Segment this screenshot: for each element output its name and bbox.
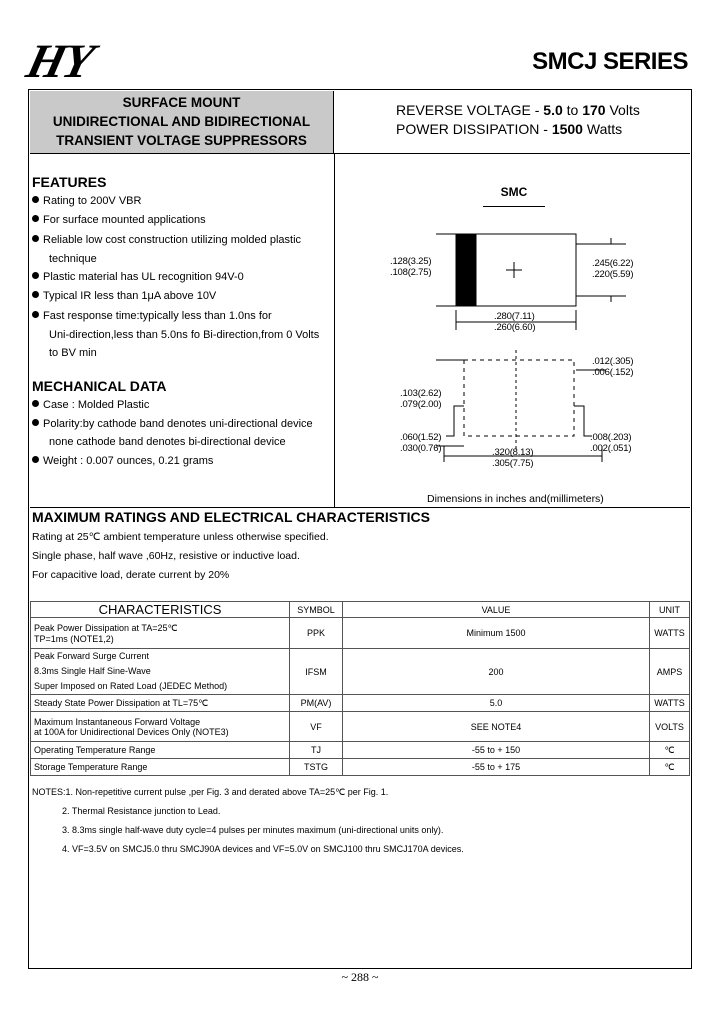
feature-item: Fast response time:typically less than 1.0ns for [32, 307, 332, 326]
cell-unit: WATTS [650, 695, 690, 712]
characteristics-table [30, 601, 690, 776]
feature-item: Rating to 200V VBR [32, 192, 332, 211]
col-header-characteristics: CHARACTERISTICS [31, 602, 290, 618]
divider-vertical [334, 153, 335, 507]
feature-item-cont: to BV min [49, 347, 97, 359]
rv-max: 170 [582, 102, 606, 118]
cell-characteristic: Operating Temperature Range [31, 742, 290, 759]
note-3: 3. 8.3ms single half-wave duty cycle=4 pulses per minutes maximum (uni-directional units only). [62, 825, 444, 835]
cell-value: -55 to + 150 [343, 742, 650, 759]
cell-symbol: TJ [290, 742, 343, 759]
cell-characteristic: Peak Forward Surge Current 8.3ms Single Half Sine-Wave Super Imposed on Rated Load (JEDEC Method) [31, 649, 290, 695]
features-title: FEATURES [32, 174, 107, 190]
power-dissipation-line [396, 120, 640, 139]
divider-ratings [30, 507, 690, 508]
company-logo: HY [21, 35, 98, 88]
dim-length-min: .260(6.60) [494, 322, 536, 333]
cell-unit: VOLTS [650, 712, 690, 742]
dim-standoff-min: .002(.051) [590, 443, 632, 454]
cell-unit: WATTS [650, 618, 690, 649]
dim-lead-min: .030(0.76) [400, 443, 442, 454]
features-list [32, 192, 332, 363]
dimensions-caption: Dimensions in inches and(millimeters) [427, 493, 604, 505]
cell-value: 5.0 [343, 695, 650, 712]
ratings-line-2: Single phase, half wave ,60Hz, resistive or inductive load. [32, 550, 300, 562]
col-header-symbol: SYMBOL [290, 602, 343, 618]
mechanical-item: Weight : 0.007 ounces, 0.21 grams [32, 452, 332, 471]
dim-thickness-max: .012(.305) [592, 356, 634, 367]
table-row [31, 649, 690, 695]
title-line-3: TRANSIENT VOLTAGE SUPPRESSORS [56, 133, 307, 148]
feature-item-cont: technique [49, 252, 97, 265]
rv-unit: Volts [605, 102, 640, 118]
mechanical-list [32, 396, 332, 470]
ratings-line-3: For capacitive load, derate current by 20% [32, 569, 230, 581]
dim-body-height-min: .079(2.00) [400, 399, 442, 410]
dim-height-min: .108(2.75) [390, 267, 432, 278]
feature-item: Reliable low cost construction utilizing molded plastic [32, 231, 332, 250]
product-title-box [30, 91, 334, 153]
note-2: 2. Thermal Resistance junction to Lead. [62, 806, 221, 816]
dim-height-max: .128(3.25) [390, 256, 432, 267]
dim-width-min: .220(5.59) [592, 269, 634, 280]
cell-symbol: VF [290, 712, 343, 742]
rv-min: 5.0 [543, 102, 563, 118]
feature-item: Plastic material has UL recognition 94V-0 [32, 268, 332, 287]
dim-width-max: .245(6.22) [592, 258, 634, 269]
dim-body-height-max: .103(2.62) [400, 388, 442, 399]
table-row [31, 618, 690, 649]
divider-header [30, 153, 690, 154]
rv-to: to [562, 102, 583, 118]
dim-total-min: .305(7.75) [492, 458, 534, 469]
page-number: ~ 288 ~ [341, 970, 379, 984]
dim-total-max: .320(8.13) [492, 447, 534, 458]
table-row [31, 742, 690, 759]
notes-block [32, 783, 464, 859]
feature-item: For surface mounted applications [32, 211, 332, 230]
cell-unit: AMPS [650, 649, 690, 695]
col-header-unit: UNIT [650, 602, 690, 618]
feature-item: Typical IR less than 1μA above 10V [32, 287, 332, 306]
spec-summary [396, 101, 640, 139]
mechanical-item-cont: none cathode band denotes bi-directional device [49, 436, 286, 448]
table-row [31, 759, 690, 776]
cell-unit: ℃ [650, 759, 690, 776]
table-header-row [31, 602, 690, 618]
title-line-2: UNIDIRECTIONAL AND BIDIRECTIONAL [52, 114, 311, 129]
col-header-value: VALUE [343, 602, 650, 618]
pd-value: 1500 [551, 121, 583, 137]
cathode-band [456, 234, 476, 306]
note-1: NOTES:1. Non-repetitive current pulse ,per Fig. 3 and derated above TA=25℃ per Fig. 1. [32, 787, 389, 797]
cell-symbol: TSTG [290, 759, 343, 776]
dim-length-max: .280(7.11) [494, 311, 535, 322]
table-row [31, 712, 690, 742]
cell-characteristic: Maximum Instantaneous Forward Voltage at 100A for Unidirectional Devices Only (NOTE3) [31, 712, 290, 742]
table-row [31, 695, 690, 712]
mechanical-item: Case : Molded Plastic [32, 396, 332, 415]
note-4: 4. VF=3.5V on SMCJ5.0 thru SMCJ90A devices and VF=5.0V on SMCJ100 thru SMCJ170A devices. [62, 844, 464, 854]
cell-value: SEE NOTE4 [343, 712, 650, 742]
reverse-voltage-line [396, 101, 640, 120]
cell-characteristic: Peak Power Dissipation at TA=25℃ TP=1ms (NOTE1,2) [31, 618, 290, 649]
dim-standoff-max: .008(.203) [590, 432, 632, 443]
mechanical-item: Polarity:by cathode band denotes uni-directional device [32, 415, 332, 434]
ratings-title: MAXIMUM RATINGS AND ELECTRICAL CHARACTERISTICS [32, 509, 430, 525]
package-name-box: SMC [483, 180, 545, 207]
cell-unit: ℃ [650, 742, 690, 759]
dim-thickness-min: .006(.152) [592, 367, 634, 378]
cell-value: 200 [343, 649, 650, 695]
ratings-line-1: Rating at 25℃ ambient temperature unless otherwise specified. [32, 531, 329, 543]
feature-item-cont: Uni-direction,less than 5.0ns fo Bi-direction,from 0 Volts [49, 328, 320, 341]
pd-label: POWER DISSIPATION - [396, 121, 552, 137]
cell-value: -55 to + 175 [343, 759, 650, 776]
cell-characteristic: Storage Temperature Range [31, 759, 290, 776]
series-title: SMCJ SERIES [532, 48, 688, 75]
title-line-1: SURFACE MOUNT [122, 95, 241, 110]
cell-symbol: PM(AV) [290, 695, 343, 712]
cell-value: Minimum 1500 [343, 618, 650, 649]
cell-characteristic: Steady State Power Dissipation at TL=75℃ [31, 695, 290, 712]
pd-unit: Watts [582, 121, 623, 137]
dim-lead-max: .060(1.52) [400, 432, 442, 443]
cell-symbol: PPK [290, 618, 343, 649]
cell-symbol: IFSM [290, 649, 343, 695]
rv-label: REVERSE VOLTAGE - [396, 102, 544, 118]
mechanical-title: MECHANICAL DATA [32, 378, 167, 394]
